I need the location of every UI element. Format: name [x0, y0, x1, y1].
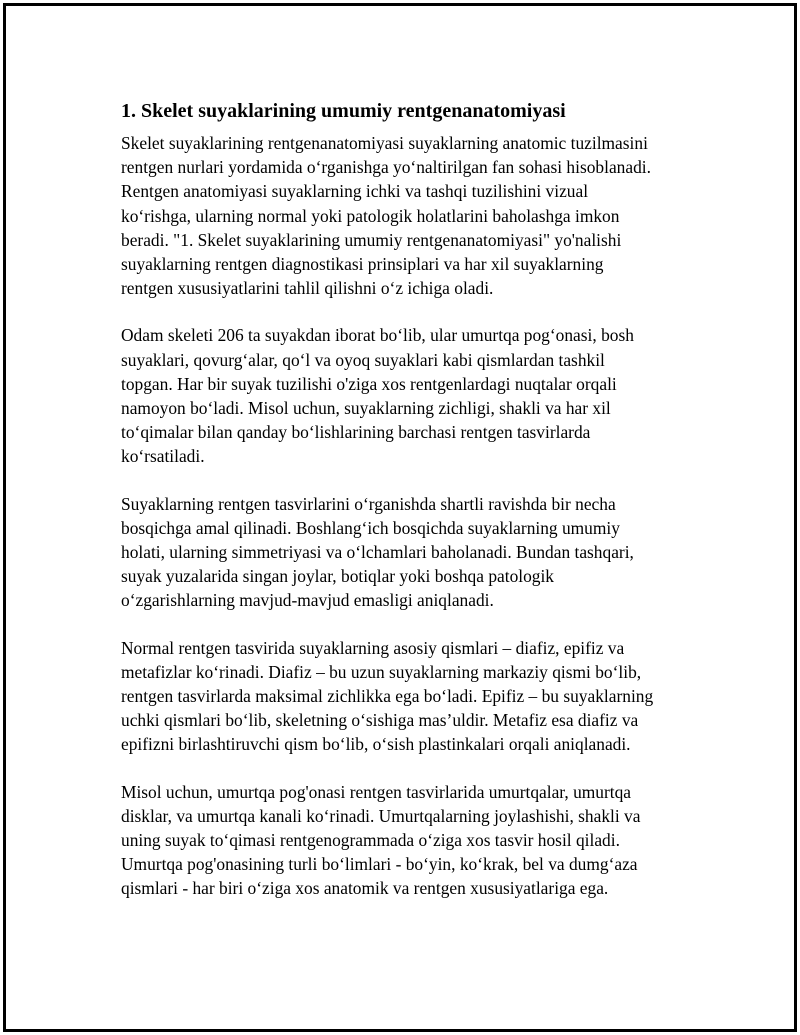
paragraph-line: disklar, va umurtqa kanali ko‘rinadi. Umurtqalarning joylashishi, shakli va	[121, 805, 641, 826]
paragraph-line: beradi. "1. Skelet suyaklarining umumiy rentgenanatomiyasi" yo'nalishi	[121, 229, 622, 250]
paragraph-line: ko‘rishga, ularning normal yoki patologik holatlarini baholashga imkon	[121, 205, 620, 226]
paragraph-line: qismlari - har biri o‘ziga xos anatomik va rentgen xususiyatlariga ega.	[121, 878, 609, 899]
paragraph-line: ko‘rsatiladi.	[121, 446, 205, 467]
paragraph-line: Odam skeleti 206 ta suyakdan iborat bo‘lib, ular umurtqa pog‘onasi, bosh	[121, 325, 634, 346]
paragraph-line: Normal rentgen tasvirida suyaklarning asosiy qismlari – diafiz, epifiz va	[121, 637, 625, 658]
paragraph-line: Misol uchun, umurtqa pog'onasi rentgen tasvirlarida umurtqalar, umurtqa	[121, 781, 632, 802]
paragraph-line: suyaklari, qovurg‘alar, qo‘l va oyoq suyaklari kabi qismlardan tashkil	[121, 349, 605, 370]
document-title: 1. Skelet suyaklarining umumiy rentgenanatomiyasi	[121, 100, 566, 122]
paragraph	[121, 492, 691, 613]
paragraph-line: Rentgen anatomiyasi suyaklarning ichki va tashqi tuzilishini vizual	[121, 181, 589, 202]
paragraph-line: Suyaklarning rentgen tasvirlarini o‘rganishda shartli ravishda bir necha	[121, 493, 616, 514]
paragraph	[121, 131, 691, 300]
paragraph-line: Umurtqa pog'onasining turli bo‘limlari - bo‘yin, ko‘krak, bel va dumg‘aza	[121, 854, 638, 875]
paragraph-line: suyak yuzalarida singan joylar, botiqlar yoki boshqa patologik	[121, 566, 555, 587]
paragraph-line: suyaklarning rentgen diagnostikasi prinsiplari va har xil suyaklarning	[121, 254, 604, 275]
paragraph-line: bosqichga amal qilinadi. Boshlang‘ich bosqichda suyaklarning umumiy	[121, 517, 620, 538]
paragraph	[121, 323, 691, 468]
paragraph-line: rentgen tasvirlarda maksimal zichlikka ega bo‘ladi. Epifiz – bu suyaklarning	[121, 686, 654, 707]
paragraph-line: rentgen nurlari yordamida o‘rganishga yo‘naltirilgan fan sohasi hisoblanadi.	[121, 157, 651, 178]
paragraph-line: metafizlar ko‘rinadi. Diafiz – bu uzun suyaklarning markaziy qismi bo‘lib,	[121, 661, 642, 682]
paragraph-line: holati, ularning simmetriyasi va o‘lchamlari baholanadi. Bundan tashqari,	[121, 542, 634, 563]
paragraph-line: epifizni birlashtiruvchi qism bo‘lib, o‘sish plastinkalari orqali aniqlanadi.	[121, 734, 631, 755]
paragraph-line: topgan. Har bir suyak tuzilishi o'ziga xos rentgenlardagi nuqtalar orqali	[121, 373, 617, 394]
paragraph-line: to‘qimalar bilan qanday bo‘lishlarining barchasi rentgen tasvirlarda	[121, 422, 591, 443]
paragraph-list	[121, 131, 691, 901]
paragraph	[121, 780, 691, 901]
paragraph-line: rentgen xususiyatlarini tahlil qilishni o‘z ichiga oladi.	[121, 278, 494, 299]
paragraph-line: namoyon bo‘ladi. Misol uchun, suyaklarning zichligi, shakli va har xil	[121, 398, 611, 419]
page-frame	[3, 3, 797, 1032]
paragraph	[121, 636, 691, 757]
paragraph-line: uchki qismlari bo‘lib, skeletning o‘sishiga mas’uldir. Metafiz esa diafiz va	[121, 710, 639, 731]
paragraph-line: uning suyak to‘qimasi rentgenogrammada o‘ziga xos tasvir hosil qiladi.	[121, 830, 620, 851]
paragraph-line: Skelet suyaklarining rentgenanatomiyasi suyaklarning anatomic tuzilmasini	[121, 133, 648, 153]
paragraph-line: o‘zgarishlarning mavjud-mavjud emasligi aniqlanadi.	[121, 590, 494, 611]
document-body	[121, 98, 691, 924]
